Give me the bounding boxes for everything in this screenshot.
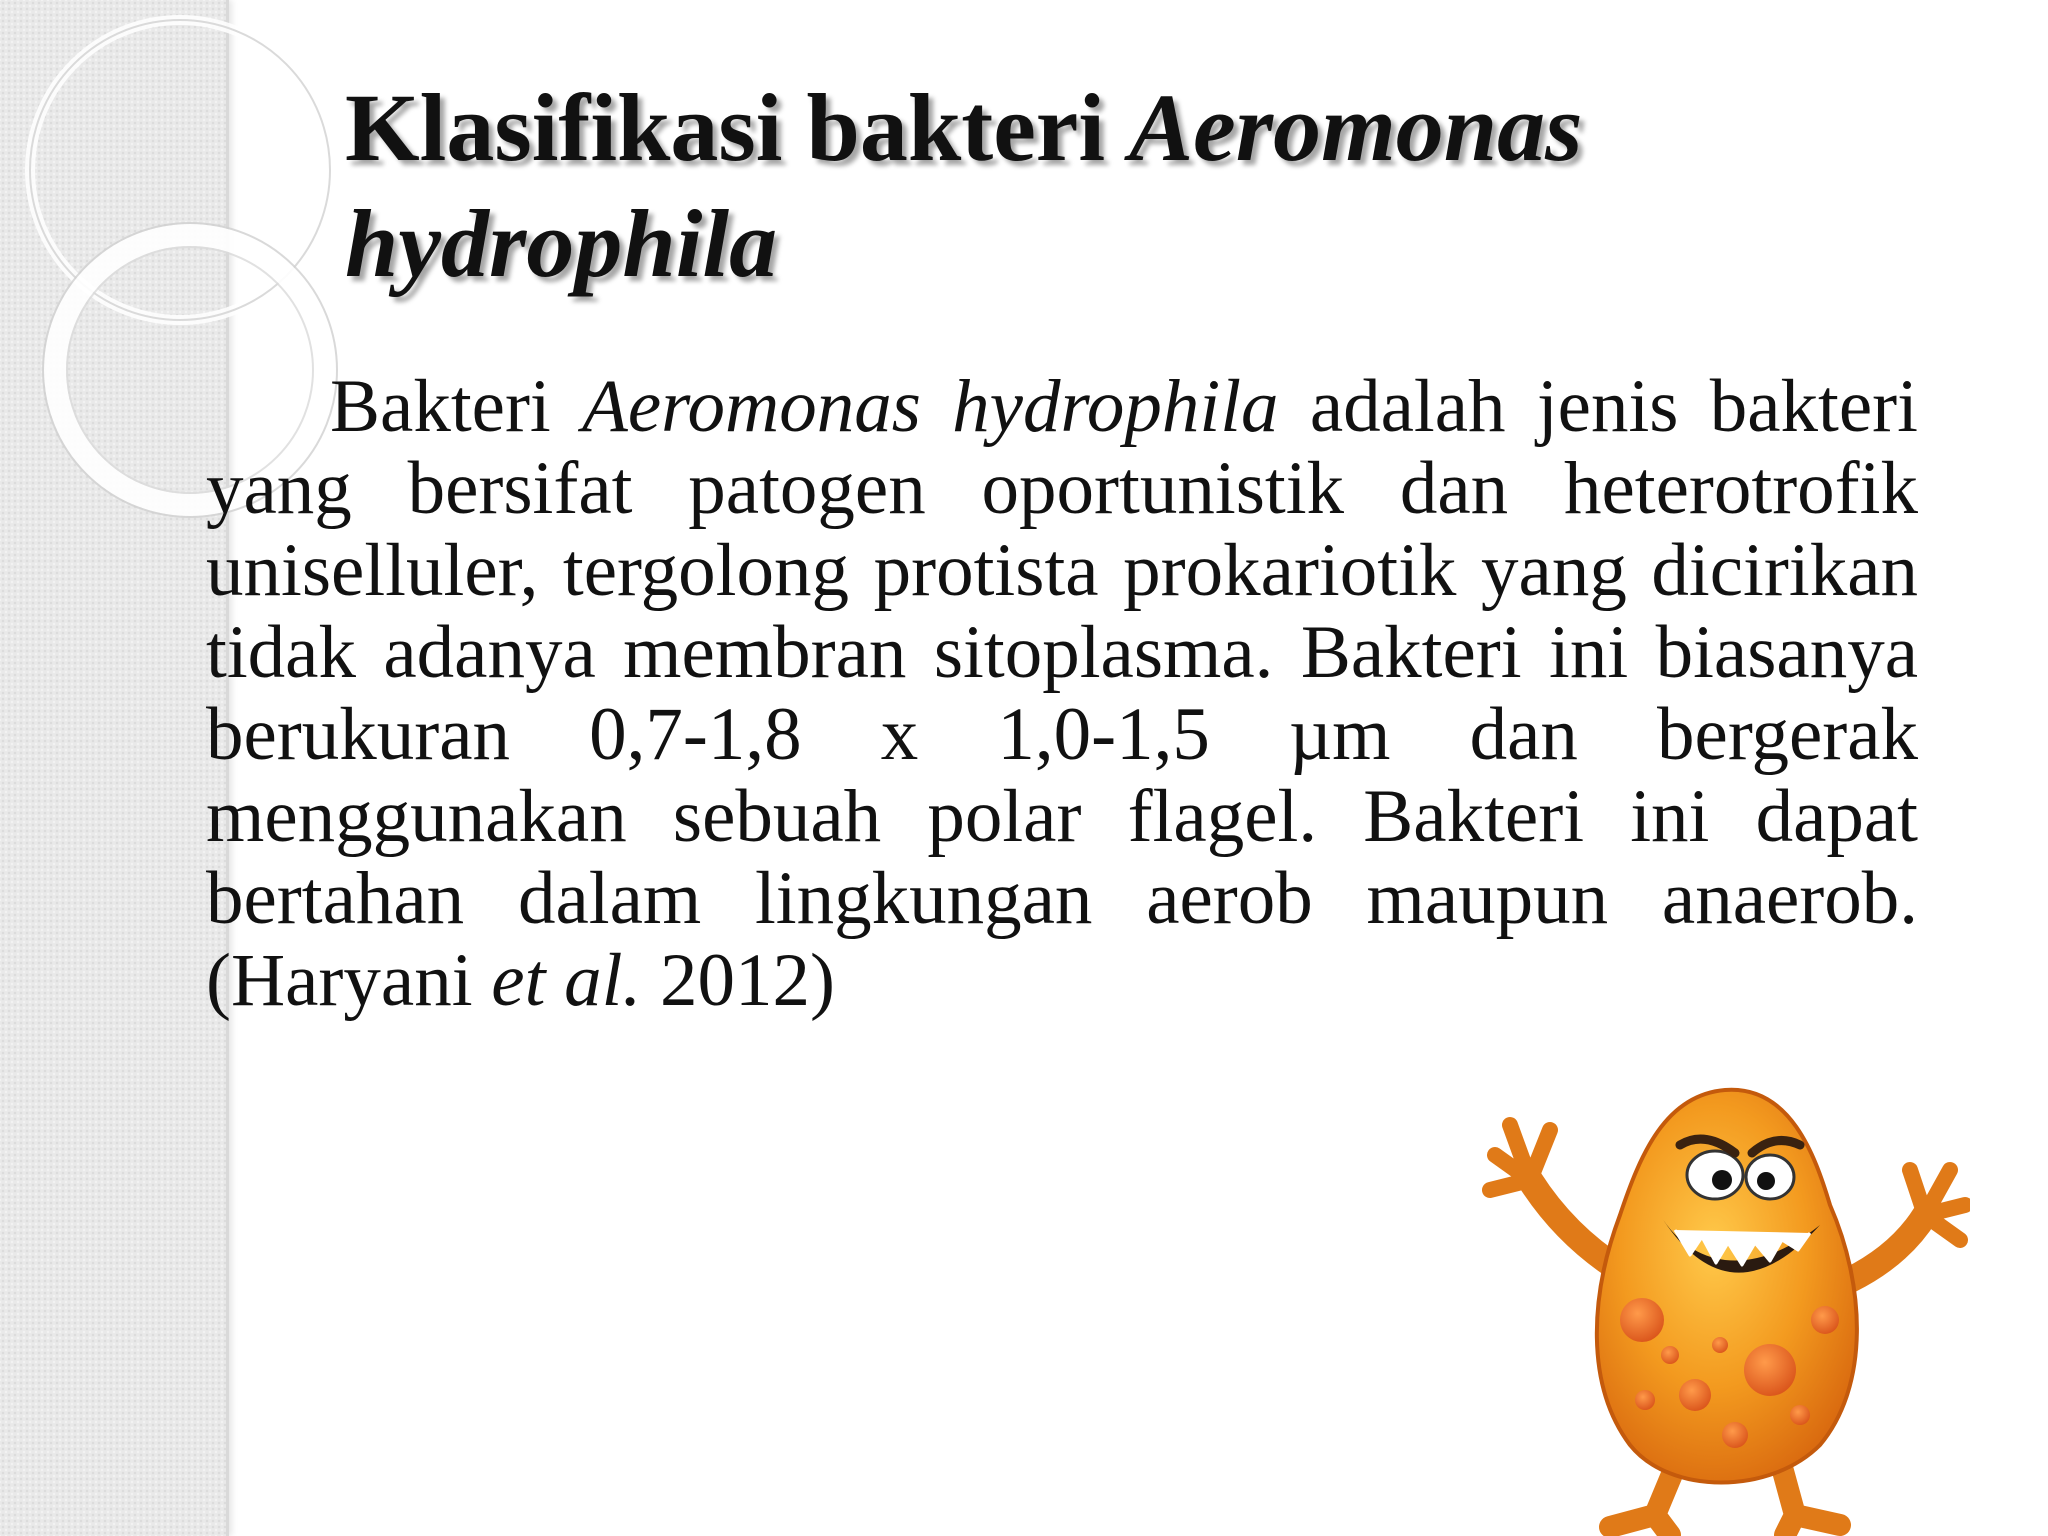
- body-text-2: adalah jenis bakteri yang bersifat patogen oportunistik dan heterotrofik uniselluler, tergolong protista prokariotik yang dicirikan tidak adanya membran sitoplasma. Bakteri ini biasanya berukuran 0,7-1,8 x 1,0-1,5 µm dan bergerak menggunakan sebuah polar flagel. Bakteri ini dapat bertahan dalam lingkungan aerob maupun anaerob. (Haryani: [206, 365, 1918, 1022]
- title-species-name: Aeromonas hydrophila: [345, 74, 1583, 297]
- citation-year: 2012): [641, 939, 835, 1022]
- body-paragraph: [206, 366, 1918, 1022]
- title-text: Klasifikasi bakteri: [345, 74, 1130, 181]
- bacteria-mascot-icon: [1470, 1065, 1970, 1536]
- body-species-name: Aeromonas hydrophila: [582, 365, 1279, 448]
- citation-et-al: et al.: [491, 939, 642, 1022]
- body-text-1: Bakteri: [330, 365, 583, 448]
- left-decorative-band: [0, 0, 229, 1536]
- slide-title: [345, 70, 1905, 302]
